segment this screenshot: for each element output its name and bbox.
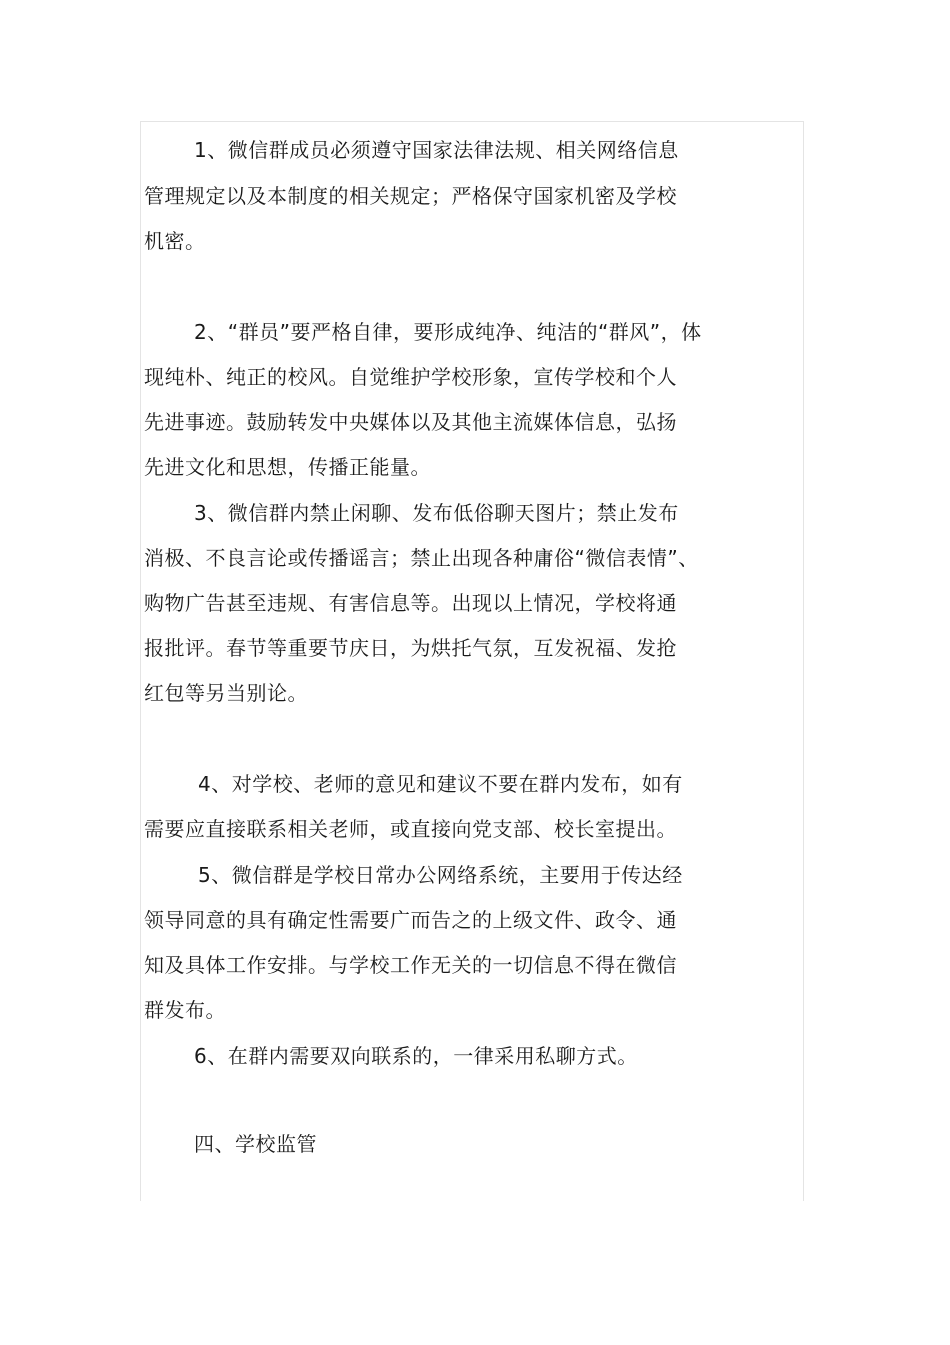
rule-4-line-1: 4、对学校、老师的意见和建议不要在群内发布，如有 [198,772,683,796]
rule-3-line-3: 购物广告甚至违规、有害信息等。出现以上情况，学校将通 [144,591,677,615]
rule-1-line-1: 1、微信群成员必须遵守国家法律法规、相关网络信息 [194,138,679,162]
rule-3-line-5: 红包等另当别论。 [144,681,308,705]
rule-5-line-4: 群发布。 [144,998,226,1022]
rule-5-line-3: 知及具体工作安排。与学校工作无关的一切信息不得在微信 [144,953,677,977]
rule-3-line-1: 3、微信群内禁止闲聊、发布低俗聊天图片；禁止发布 [194,501,679,525]
rule-2-line-3: 先进事迹。鼓励转发中央媒体以及其他主流媒体信息，弘扬 [144,410,677,434]
rule-1-line-2: 管理规定以及本制度的相关规定；严格保守国家机密及学校 [144,184,677,208]
rule-5-line-1: 5、微信群是学校日常办公网络系统，主要用于传达经 [198,863,683,887]
rule-5-line-2: 领导同意的具有确定性需要广而告之的上级文件、政令、通 [144,908,677,932]
rule-2-line-2: 现纯朴、纯正的校风。自觉维护学校形象，宣传学校和个人 [144,365,677,389]
section-heading: 四、学校监管 [194,1132,317,1156]
page-frame [140,121,804,1201]
rule-3-line-2: 消极、不良言论或传播谣言；禁止出现各种庸俗“微信表情”、 [144,546,699,570]
rule-2-line-4: 先进文化和思想，传播正能量。 [144,455,431,479]
rule-3-line-4: 报批评。春节等重要节庆日，为烘托气氛，互发祝福、发抢 [144,636,677,660]
rule-4-line-2: 需要应直接联系相关老师，或直接向党支部、校长室提出。 [144,817,677,841]
rule-1-line-3: 机密。 [144,229,206,253]
rule-2-line-1: 2、“群员”要严格自律，要形成纯净、纯洁的“群风”，体 [194,320,702,344]
rule-6-line-1: 6、在群内需要双向联系的，一律采用私聊方式。 [194,1044,638,1068]
